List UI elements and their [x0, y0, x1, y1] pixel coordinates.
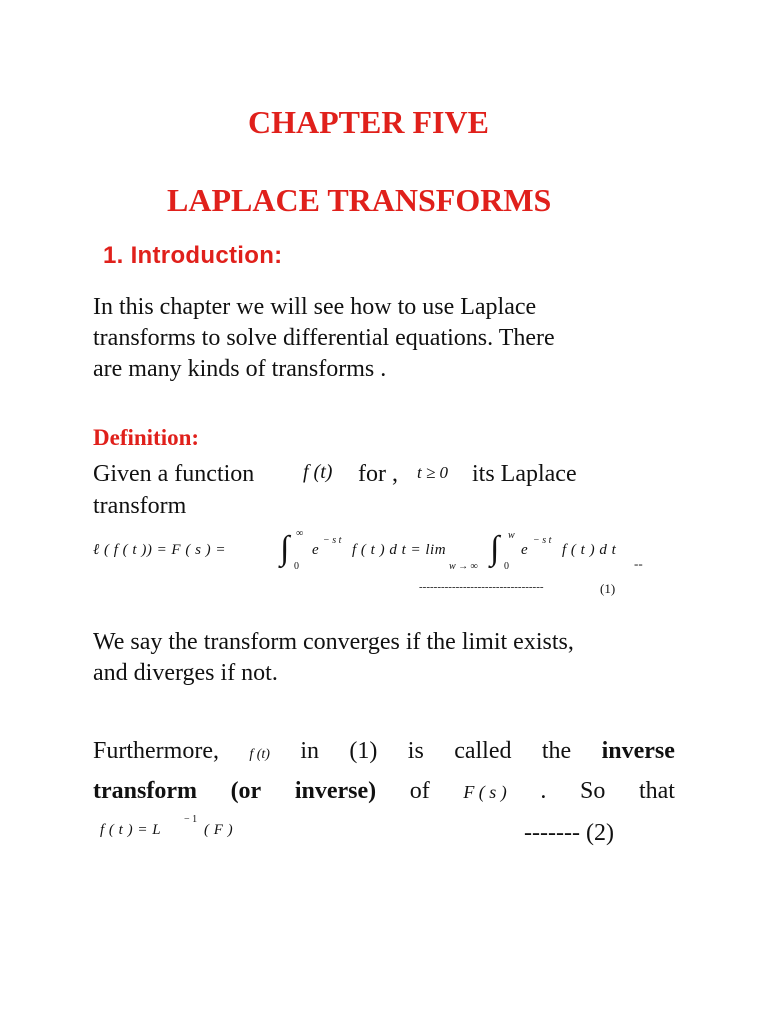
- exp-base-1: e: [312, 542, 319, 558]
- intro-line: are many kinds of transforms .: [93, 356, 387, 382]
- furthermore-line-2: [93, 771, 675, 812]
- word: the: [541, 738, 572, 764]
- converge-paragraph: [93, 627, 574, 689]
- word: is: [407, 738, 424, 764]
- word: called: [454, 738, 512, 764]
- chapter-subtitle: LAPLACE TRANSFORMS: [167, 182, 552, 218]
- limit-subscript: w → ∞: [449, 561, 478, 572]
- intro-paragraph: [93, 292, 555, 385]
- integral-2-upper: w: [508, 530, 515, 541]
- function-F-of-s: F ( s ): [463, 782, 507, 802]
- word: (1): [349, 738, 378, 764]
- word: So: [580, 778, 606, 804]
- equation-1-dashes: ----------------------------------: [419, 581, 544, 593]
- function-f-of-t-inline: f (t): [249, 747, 270, 762]
- equation-2-lhs: f ( t ) = L: [100, 822, 162, 838]
- word: of: [409, 778, 430, 804]
- integral-sign-2: ∫: [490, 530, 500, 567]
- equation-1-trail: --: [634, 556, 643, 571]
- word: in: [300, 738, 320, 764]
- equation-1-lhs: ℓ ( f ( t )) = F ( s ) =: [93, 542, 227, 558]
- word: .: [540, 778, 547, 804]
- definition-line-1: [93, 459, 254, 490]
- intro-line: transforms to solve differential equations. There: [93, 325, 555, 351]
- word-bold: inverse): [294, 778, 377, 804]
- converge-line: and diverges if not.: [93, 660, 278, 686]
- function-f-of-t: f (t): [303, 461, 333, 483]
- section-heading: 1. Introduction:: [103, 242, 283, 269]
- integral-1-lower: 0: [294, 561, 299, 572]
- equation-1-middle: f ( t ) d t = lim: [352, 542, 447, 558]
- definition-text-c: its Laplace: [472, 461, 577, 487]
- definition-text-b: for ,: [358, 461, 398, 487]
- exp-power-1: − s t: [323, 535, 342, 546]
- condition-t-geq-0: t ≥ 0: [417, 463, 449, 482]
- definition-line-2: transform: [93, 493, 187, 519]
- definition-text-a: Given a function: [93, 461, 255, 487]
- integral-sign-1: ∫: [280, 530, 290, 567]
- word-bold: (or: [230, 778, 262, 804]
- furthermore-line-1: [93, 731, 675, 775]
- equation-2-number: ------- (2): [524, 820, 614, 846]
- definition-label: Definition:: [93, 425, 200, 450]
- intro-line: In this chapter we will see how to use Laplace: [93, 294, 537, 320]
- equation-2-sup: − 1: [184, 814, 198, 825]
- equation-1-number: (1): [600, 581, 616, 596]
- integral-1-upper: ∞: [296, 528, 304, 539]
- exp-power-2: − s t: [533, 535, 552, 546]
- equation-2-rhs: ( F ): [204, 822, 234, 838]
- word: that: [638, 778, 675, 804]
- integral-2-lower: 0: [504, 561, 509, 572]
- word-bold: transform: [93, 778, 197, 804]
- equation-1-tail: f ( t ) d t: [562, 542, 617, 558]
- word: Furthermore,: [93, 738, 219, 764]
- exp-base-2: e: [521, 542, 528, 558]
- chapter-title: CHAPTER FIVE: [248, 104, 489, 140]
- converge-line: We say the transform converges if the limit exists,: [93, 629, 574, 655]
- word-bold: inverse: [601, 738, 675, 764]
